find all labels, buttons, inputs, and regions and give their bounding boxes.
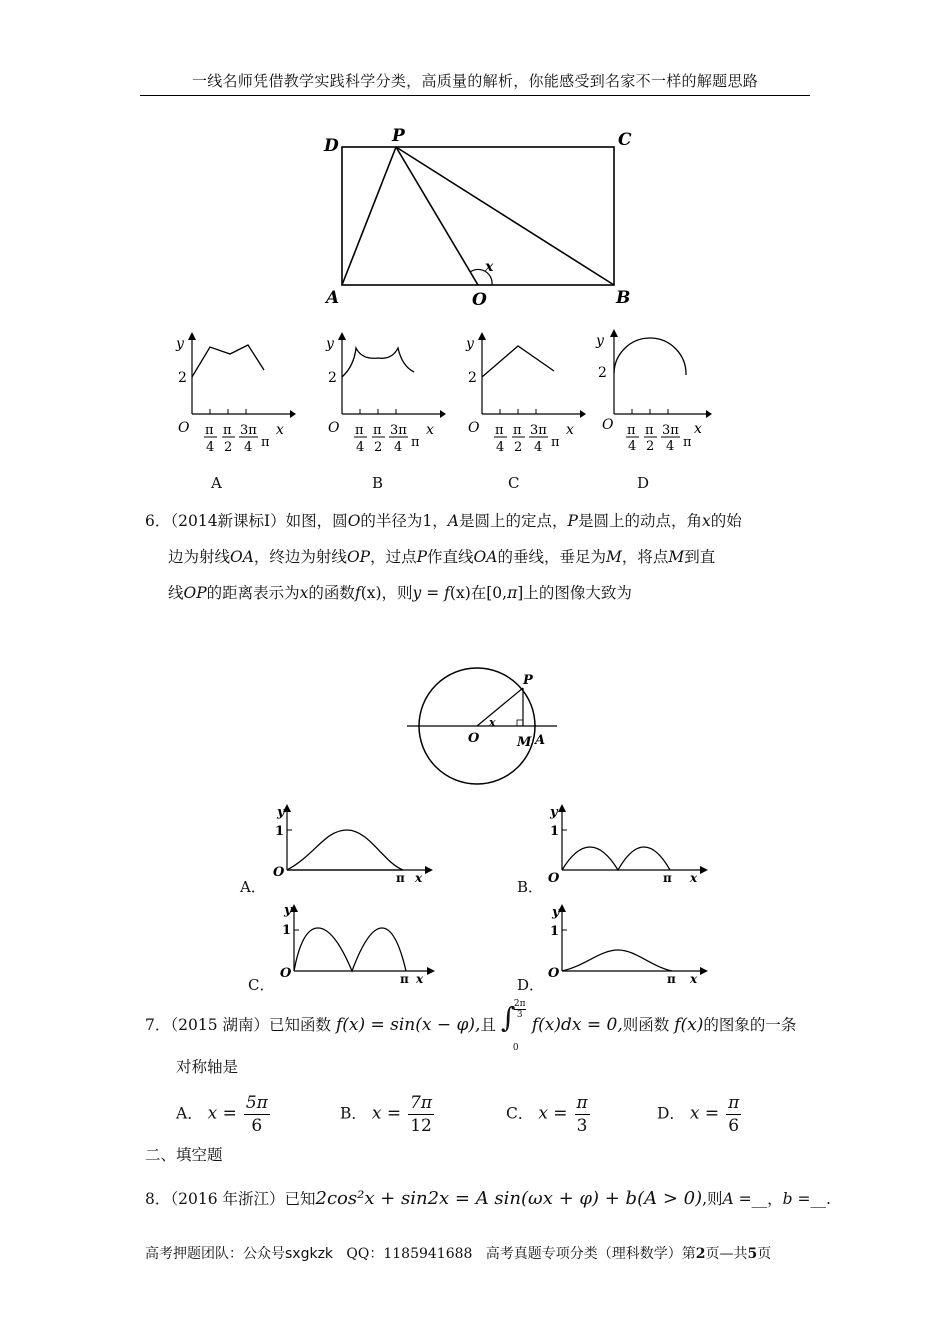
- graph-curve: [287, 830, 403, 870]
- svg-text:y: y: [596, 333, 604, 349]
- svg-text:4: 4: [244, 440, 253, 455]
- svg-text:π: π: [645, 423, 654, 438]
- page-header: 一线名师凭借教学实践科学分类，高质量的解析，你能感受到名家不一样的解题思路: [191, 72, 759, 90]
- svg-text:x: x: [426, 422, 434, 438]
- svg-text:O: O: [273, 865, 285, 880]
- svg-text:x: x: [276, 422, 284, 438]
- svg-text:x: x: [566, 422, 574, 438]
- svg-text:P: P: [523, 673, 533, 688]
- svg-text:2: 2: [514, 440, 523, 455]
- q5-graph-d: [594, 325, 719, 450]
- q7-line2: 对称轴是: [176, 1058, 239, 1076]
- graph-curve: [192, 345, 264, 377]
- graph-curve: [482, 346, 554, 377]
- svg-text:O: O: [178, 420, 190, 436]
- q6-line1: 6．（2014新课标Ⅰ）如图，圆O的半径为1，A是圆上的定点，P是圆上的动点，角x的始: [145, 512, 742, 530]
- q7-func: f(x) = sin(x − φ),: [335, 1015, 481, 1035]
- svg-text:π: π: [667, 972, 676, 985]
- section-fill-in-title: 二、填空题: [145, 1146, 223, 1164]
- svg-text:π: π: [683, 435, 692, 450]
- svg-text:1: 1: [275, 824, 285, 839]
- svg-text:2: 2: [224, 440, 233, 455]
- q6-line3: 线OP的距离表示为x的函数f(x)，则y = f(x)在[0,π]上的图像大致为: [168, 584, 632, 602]
- svg-text:x: x: [489, 716, 496, 729]
- q5-graph-c: [462, 330, 587, 455]
- q6-text: [145, 508, 815, 606]
- rectangle-figure: [318, 125, 638, 315]
- svg-text:O: O: [602, 417, 614, 433]
- svg-text:A: A: [535, 733, 546, 748]
- q5-option-c-label: C: [508, 474, 520, 492]
- segment-pa: [342, 147, 396, 285]
- svg-text:2: 2: [328, 370, 337, 386]
- integral-sign: ∫ 2π 3 0: [500, 999, 526, 1053]
- svg-text:2: 2: [468, 370, 477, 386]
- label-o: O: [472, 290, 487, 310]
- svg-text:O: O: [468, 731, 480, 746]
- svg-text:3π: 3π: [662, 423, 679, 438]
- graph-curve: [562, 950, 672, 971]
- svg-text:y: y: [176, 336, 184, 352]
- label-a: A: [326, 288, 340, 308]
- svg-text:π: π: [396, 871, 405, 885]
- q6-option-d-label: D．: [517, 976, 545, 994]
- svg-text:π: π: [223, 423, 232, 438]
- svg-text:π: π: [400, 972, 409, 985]
- svg-text:3π: 3π: [240, 423, 257, 438]
- svg-text:π: π: [411, 435, 420, 450]
- q6-option-c-label: C．: [248, 976, 275, 994]
- svg-text:2: 2: [178, 370, 187, 386]
- graph-curve: [294, 928, 406, 971]
- q8-text: 8．（2016 年浙江）已知2cos²x + sin2x = A sin(ωx + φ) + b(A > 0),则A =__，b =__.: [145, 1188, 831, 1209]
- q5-option-a-label: A: [211, 474, 222, 492]
- svg-text:π: π: [495, 423, 504, 438]
- svg-text:4: 4: [534, 440, 543, 455]
- q5-graph-b: [322, 330, 447, 455]
- svg-text:2: 2: [598, 365, 607, 381]
- svg-text:π: π: [261, 435, 270, 450]
- svg-text:y: y: [284, 903, 292, 918]
- q5-option-d-label: D: [637, 474, 650, 492]
- svg-text:π: π: [205, 423, 214, 438]
- svg-text:π: π: [627, 423, 636, 438]
- rect-abcd: [342, 147, 614, 285]
- svg-text:O: O: [468, 420, 480, 436]
- svg-text:3π: 3π: [530, 423, 547, 438]
- svg-text:4: 4: [628, 439, 637, 450]
- svg-text:2: 2: [374, 440, 383, 455]
- q6-option-b-label: B．: [517, 878, 544, 896]
- svg-text:π: π: [551, 435, 560, 450]
- label-c: C: [618, 130, 632, 150]
- q6-option-a-label: A．: [240, 878, 266, 896]
- svg-text:π: π: [355, 423, 364, 438]
- svg-text:y: y: [550, 805, 558, 820]
- svg-text:4: 4: [356, 440, 365, 455]
- q8-expression: 2cos²x + sin2x = A sin(ωx + φ) + b(A > 0): [315, 1188, 703, 1209]
- graph-curve: [614, 338, 686, 375]
- svg-text:4: 4: [206, 440, 215, 455]
- svg-text:1: 1: [282, 923, 292, 938]
- label-b: B: [616, 288, 631, 308]
- q6-graph-a: [265, 800, 440, 885]
- svg-text:π: π: [373, 423, 382, 438]
- svg-text:1: 1: [550, 824, 560, 839]
- q7-line1: 7．（2015 湖南）已知函数 f(x) = sin(x − φ),且 ∫ 2π 3 0 f(x)dx = 0,则函数 f(x)的图象的一条: [145, 999, 797, 1053]
- graph-curve: [342, 348, 414, 377]
- svg-text:x: x: [416, 972, 424, 985]
- q5-option-b-label: B: [372, 474, 384, 492]
- graph-curve: [562, 847, 670, 870]
- q7-option-d: D． x = $\frac{\pi}{6}$: [657, 1093, 740, 1136]
- svg-text:y: y: [326, 336, 334, 352]
- q6-graph-d: [540, 900, 715, 985]
- page-footer: 高考押题团队：公众号sxgkzk QQ：1185941688 高考真题专项分类（理科数学）第2页—共5页: [145, 1246, 772, 1262]
- svg-text:4: 4: [394, 440, 403, 455]
- q6-graph-c: [272, 900, 447, 985]
- q5-graph-a: [172, 330, 297, 455]
- q7-option-c: C． x = $\frac{\pi}{3}$: [506, 1093, 588, 1136]
- svg-text:M: M: [517, 735, 532, 750]
- svg-text:3π: 3π: [390, 423, 407, 438]
- svg-text:x: x: [690, 871, 698, 885]
- circle-figure: [405, 660, 565, 790]
- svg-text:1: 1: [550, 924, 560, 939]
- svg-text:O: O: [548, 871, 560, 885]
- header-divider: [140, 95, 810, 96]
- svg-text:x: x: [415, 871, 423, 885]
- svg-text:x: x: [690, 972, 698, 985]
- svg-text:y: y: [277, 805, 285, 820]
- label-d: D: [324, 136, 339, 156]
- q7-option-a: A． x = $\frac{5\pi}{6}$: [176, 1093, 268, 1136]
- svg-text:4: 4: [666, 439, 675, 450]
- segment-op: [477, 688, 523, 726]
- svg-text:O: O: [328, 420, 340, 436]
- segment-pb: [396, 147, 614, 285]
- svg-text:y: y: [466, 336, 474, 352]
- svg-text:x: x: [694, 421, 702, 437]
- q6-line2: 边为射线OA，终边为射线OP，过点P作直线OA的垂线，垂足为M，将点M到直: [168, 548, 716, 566]
- q6-graph-b: [540, 800, 715, 885]
- svg-text:2: 2: [646, 439, 655, 450]
- svg-text:π: π: [513, 423, 522, 438]
- label-p: P: [392, 126, 405, 146]
- q7-option-b: B． x = $\frac{7\pi}{12}$: [340, 1093, 433, 1136]
- segment-po: [396, 147, 478, 285]
- right-angle-mark: [517, 720, 523, 726]
- svg-text:y: y: [552, 905, 560, 920]
- label-x: x: [485, 259, 494, 275]
- svg-text:4: 4: [496, 440, 505, 455]
- svg-text:π: π: [663, 871, 672, 885]
- svg-text:O: O: [280, 966, 292, 981]
- svg-text:O: O: [548, 966, 560, 981]
